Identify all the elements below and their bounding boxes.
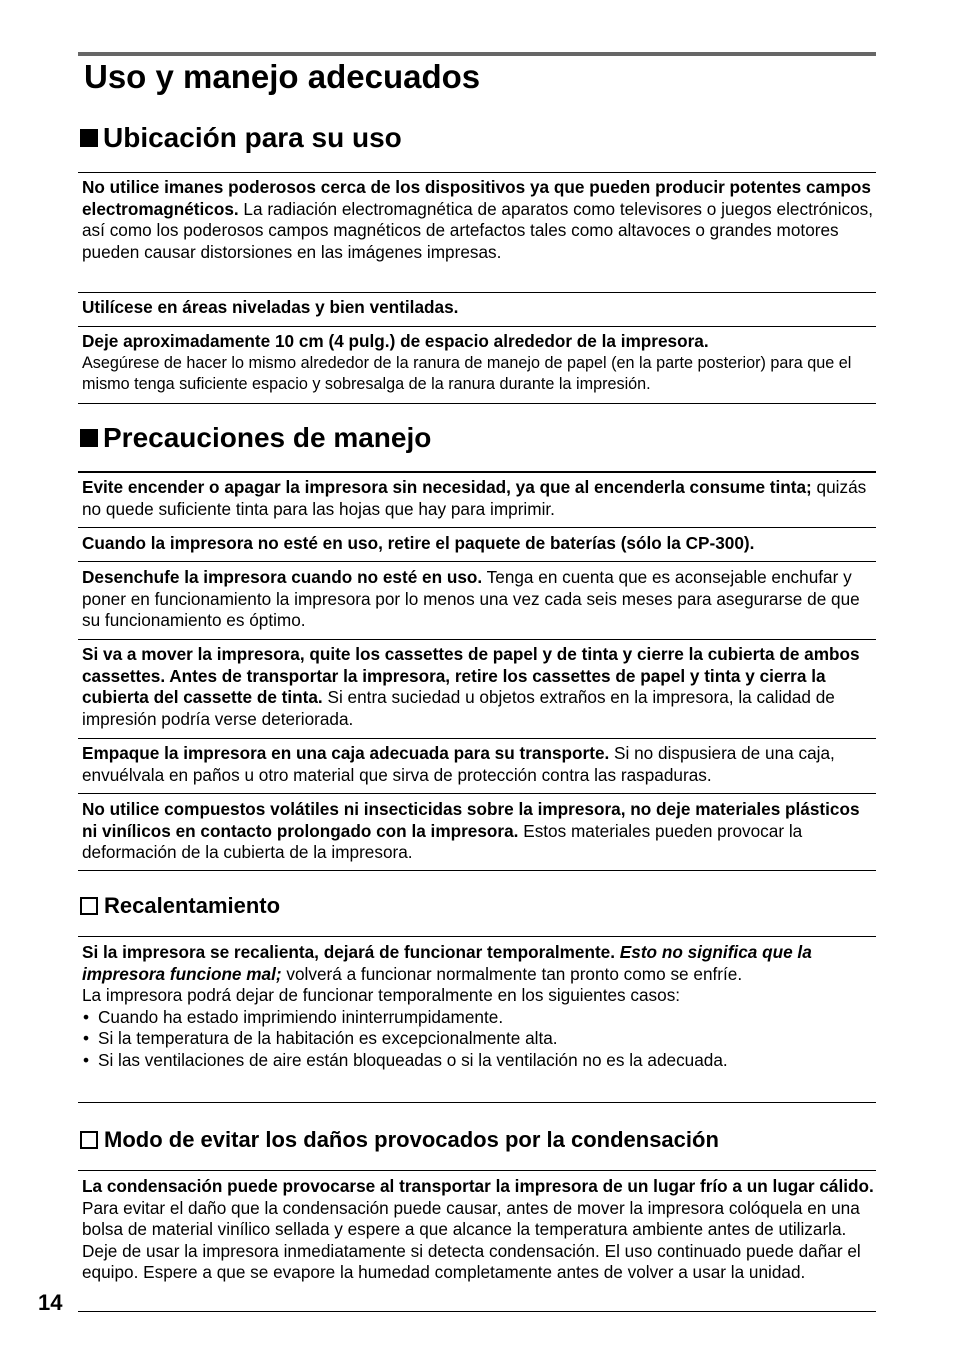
body-text: Tenga en cuenta que es aconsejable enchufar y poner en funcionamiento la impresora por lo menos una vez cada seis meses para asegurarse de que su funcionamiento es óptimo. [82, 567, 860, 631]
bold-lead: La condensación puede provocarse al transportar la impresora de un lugar frío a un lugar cálido. [82, 1176, 874, 1196]
divider [78, 561, 876, 562]
divider [78, 1170, 876, 1171]
text-block [82, 644, 874, 730]
hollow-square-icon [80, 1131, 98, 1149]
text-block [82, 297, 874, 319]
subsection-heading-label: Modo de evitar los daños provocados por la condensación [104, 1127, 719, 1152]
bold-lead: Si la impresora se recalienta, dejará de funcionar temporalmente. [82, 942, 616, 962]
text-block [82, 942, 874, 1072]
subsection-heading-recalentamiento [80, 892, 280, 920]
section-heading-precauciones [80, 421, 431, 455]
bold-lead: Evite encender o apagar la impresora sin necesidad, ya que al encenderla consume tinta; [82, 477, 812, 497]
bold-lead: Si va a mover la impresora, quite los cassettes de papel y de tinta y cierre la cubierta de ambos cassettes. Antes de transportar la impresora, retire los cassettes de papel y tinta y cierra la cubierta del cassette de tinta. [82, 644, 860, 708]
text-block [82, 331, 874, 353]
divider [78, 738, 876, 739]
paragraph [82, 942, 874, 985]
subsection-heading-condensacion [80, 1126, 719, 1154]
divider [78, 936, 876, 937]
filled-square-icon [80, 429, 98, 447]
bold-lead: Deje aproximadamente 10 cm (4 pulg.) de espacio alrededor de la impresora. [82, 331, 709, 351]
text-block-note [82, 353, 874, 394]
text-block [82, 177, 874, 263]
text-block [82, 477, 874, 520]
divider [78, 793, 876, 794]
text-block [82, 743, 874, 786]
divider [78, 639, 876, 640]
subsection-heading-label: Recalentamiento [104, 893, 281, 918]
divider [78, 1311, 876, 1312]
body-text: Para evitar el daño que la condensación puede causar, antes de mover la impresora colóquela en una bolsa de material vinílico sellada y espere a que alcance la temperatura ambiente antes de utilizarla. Deje de usar la impresora inmediatamente si detecta condensación. El uso continuado puede dañar el equipo. Espere a que se evapore la humedad completamente antes de volver a usar la unidad. [82, 1197, 861, 1283]
bold-lead: Utilícese en áreas niveladas y bien ventiladas. [82, 297, 459, 317]
section-heading-ubicacion [80, 121, 402, 155]
text-block [82, 567, 874, 632]
body-text: Estos materiales pueden provocar la deformación de la cubierta de la impresora. [82, 820, 803, 863]
text-block [82, 799, 874, 864]
list-item: • Si la temperatura de la habitación es excepcionalmente alta. [82, 1028, 874, 1050]
divider [78, 527, 876, 528]
bold-lead: No utilice imanes poderosos cerca de los dispositivos ya que pueden producir potentes campos electromagnéticos. [82, 177, 871, 219]
text-block [82, 1176, 874, 1284]
bold-lead: Empaque la impresora en una caja adecuada para su transporte. [82, 743, 610, 763]
divider [78, 403, 876, 404]
text-block [82, 533, 874, 555]
hollow-square-icon [80, 897, 98, 915]
divider [78, 1102, 876, 1103]
body-text: Si no dispusiera de una caja, envuélvala en paños u otro material que sirva de protección contra las raspaduras. [82, 743, 835, 785]
bullet-list [82, 1007, 874, 1072]
bold-lead: Desenchufe la impresora cuando no esté en uso. [82, 567, 483, 587]
divider [78, 292, 876, 293]
body-text: La radiación electromagnética de aparatos como televisores o juegos electrónicos, así como los poderosos campos magnéticos de artefactos tales como altavoces o grandes motores pueden causar distorsiones en las imágenes impresas. [82, 198, 874, 262]
divider [78, 471, 876, 473]
paragraph: La impresora podrá dejar de funcionar temporalmente en los siguientes casos: [82, 985, 681, 1006]
body-text: Si entra suciedad u objetos extraños en la impresora, la calidad de impresión podría verse deteriorada. [82, 687, 835, 729]
divider [78, 870, 876, 871]
section-heading-label: Precauciones de manejo [103, 422, 432, 453]
divider [78, 172, 876, 173]
body-text: quizás no quede suficiente tinta para las hojas que hay para imprimir. [82, 477, 867, 519]
filled-square-icon [80, 129, 98, 147]
page-number: 14 [38, 1290, 63, 1315]
body-text: Asegúrese de hacer lo mismo alrededor de la ranura de manejo de papel (en la parte posterior) para que el mismo tenga suficiente espacio y sobresalga de la ranura durante la impresión. [82, 354, 852, 393]
list-item: • Si las ventilaciones de aire están bloqueadas o si la ventilación no es la adecuada. [82, 1050, 874, 1072]
bold-italic-text: Esto no significa que la impresora funcione mal; [82, 942, 812, 984]
body-text: volverá a funcionar normalmente tan pronto como se enfríe. [281, 963, 743, 984]
divider [78, 326, 876, 327]
section-heading-label: Ubicación para su uso [103, 122, 402, 153]
bold-lead: Cuando la impresora no esté en uso, retire el paquete de baterías (sólo la CP-300). [82, 533, 755, 553]
bold-lead: No utilice compuestos volátiles ni insecticidas sobre la impresora, no deje materiales plásticos ni vinílicos en contacto prolongado con la impresora. [82, 799, 860, 841]
list-item: • Cuando ha estado imprimiendo ininterrumpidamente. [82, 1007, 874, 1029]
page-title: Uso y manejo adecuados [84, 58, 481, 95]
